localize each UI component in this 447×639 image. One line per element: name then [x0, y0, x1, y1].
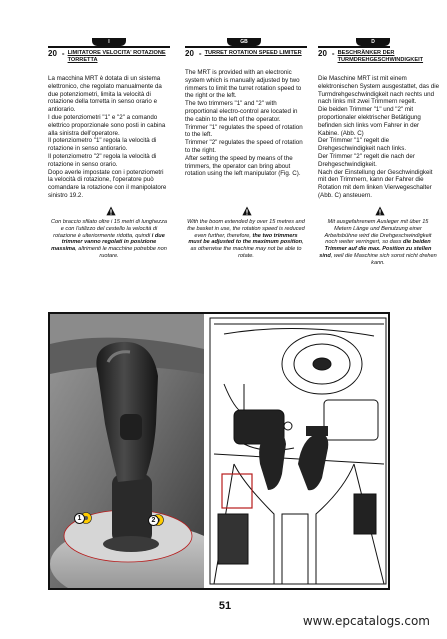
warning-note: [187, 219, 305, 260]
section-title: BESCHRÄNKER DER TURMDREHGESCHWINDIGKEIT: [337, 50, 424, 63]
section-title: TURRET ROTATION SPEED LIMITER: [204, 50, 302, 56]
section-heading: [185, 50, 307, 58]
joystick-photo: [50, 314, 204, 588]
section-italian: [48, 50, 170, 200]
paragraph: Trimmer "2" regulates the speed of rotation to the right.: [185, 139, 303, 154]
paragraph: Dopo averle impostate con i potenziometri la velocità di rotazione, l'operatore può comandare la rotazione con il manipolatore sinistro 19.2.: [48, 168, 167, 199]
section-number: 20: [185, 49, 194, 58]
section-body: [48, 75, 170, 200]
section-body: [318, 75, 440, 200]
watermark: www.epcatalogs.com: [302, 614, 430, 628]
column-rule-1: [48, 46, 170, 48]
callout-1: 1: [74, 513, 85, 524]
callout-2: 2: [148, 515, 159, 526]
paragraph: After setting the speed by means of the trimmers, the operator can bring about rotation using the left manipulator (Fig. C).: [185, 154, 301, 178]
warning-emphasis: die beiden Trimmer auf die max. Position zu stellen sind: [319, 239, 432, 259]
warning-emphasis: i due trimmer vanno regolati in posizione massima: [51, 232, 165, 253]
paragraph: La macchina MRT è dotata di un sistema elettronico, che regolato manualmente da due potenziometri, limita la velocità di rotazione della torretta in senso orario e antiorario.: [48, 75, 162, 114]
section-heading: [48, 50, 170, 64]
warning-triangle-icon: [375, 206, 385, 216]
warning-note: [319, 219, 437, 267]
lang-tab-de: D: [356, 38, 390, 46]
lang-tab-gb: GB: [227, 38, 261, 46]
warning-text: , as otherwise the machine may not be able to rotate.: [190, 239, 304, 259]
paragraph: Il potenziometro "2" regola la velocità di rotazione in senso orario.: [48, 152, 157, 168]
column-rule-2: [185, 46, 307, 48]
paragraph: Der Trimmer "2" regelt die nach der Drehgeschwindigkeit.: [318, 152, 415, 168]
warning-triangle-icon: [242, 206, 252, 216]
heading-dash: -: [198, 49, 202, 58]
paragraph: Die beiden Trimmer "1" und "2" mit proportionaler elektrischer Betätigung befinden sich links vom Fahrer in der Kabine. (Abb. C): [318, 106, 421, 137]
warning-text: Mit ausgefahrenem Ausleger mit über 15 Metern Länge und Benutzung einer Arbeitsbühne wird die Drehgeschwindigkeit noch weiter verringert, so dass: [324, 219, 432, 246]
paragraph: Der Trimmer "1" regelt die Drehgeschwindigkeit nach links.: [318, 137, 407, 153]
cabin-drawing: [204, 314, 388, 588]
warning-text: , altrimenti le macchine potrebbe non ruotare.: [75, 246, 167, 259]
warning-emphasis: the two trimmers must be adjusted to the maximum position: [188, 232, 303, 246]
warning-text: , weil die Maschine sich sonst nicht drehen kann.: [330, 252, 437, 266]
warning-text: With the boom extended by over 15 metres and the basket in use, the rotation speed is reduced even further, therefore,: [187, 219, 305, 239]
paragraph: I due potenziometri "1" e "2" a comando elettrico proporzionale sono posti in cabina alla sinistra dell'operatore.: [48, 113, 166, 137]
section-body: [185, 69, 307, 178]
column-rule-3: [318, 46, 390, 48]
warning-text: Con braccio sfilato oltre i 15 metri di lunghezza e con l'utilizzo del cestello la velocità di rotazione è ulteriormente ridotta, quindi: [51, 219, 167, 239]
page-number: 51: [218, 600, 232, 612]
figure-c: [48, 312, 390, 590]
section-title: LIMITATORE VELOCITA' ROTAZIONE TORRETTA: [67, 50, 166, 63]
paragraph: Nach der Einstellung der Geschwindigkeit mit den Trimmern, kann der Fahrer die Rotation mit dem linken Vierwegeschalter (Abb. C) ansteuern.: [318, 168, 433, 199]
section-heading: [318, 50, 440, 64]
heading-dash: -: [331, 49, 335, 58]
section-english: [185, 50, 307, 178]
section-number: 20: [48, 49, 57, 58]
paragraph: The MRT is provided with an electronic system which is manually adjusted by two rimmers to limit the turret rotation speed to the right or the left.: [185, 69, 302, 100]
paragraph: Il potenziometro "1" regola la velocità di rotazione in senso antiorario.: [48, 137, 157, 153]
heading-dash: -: [61, 49, 65, 58]
paragraph: Trimmer "1" regulates the speed of rotation to the left.: [185, 123, 303, 139]
warning-note: [50, 219, 168, 260]
lang-tab-it: I: [92, 38, 126, 46]
paragraph: The two trimmers "1" and "2" with proportional electro-control are located in the cabin to the left of the operator.: [185, 100, 298, 123]
section-german: [318, 50, 440, 200]
paragraph: Die Maschine MRT ist mit einem elektronischen System ausgestattet, das die Turmdrehgeschwindigkeit nach rechts und nach links mit zwei Trimmern regelt.: [318, 75, 440, 106]
section-number: 20: [318, 49, 327, 58]
warning-triangle-icon: [106, 206, 116, 216]
